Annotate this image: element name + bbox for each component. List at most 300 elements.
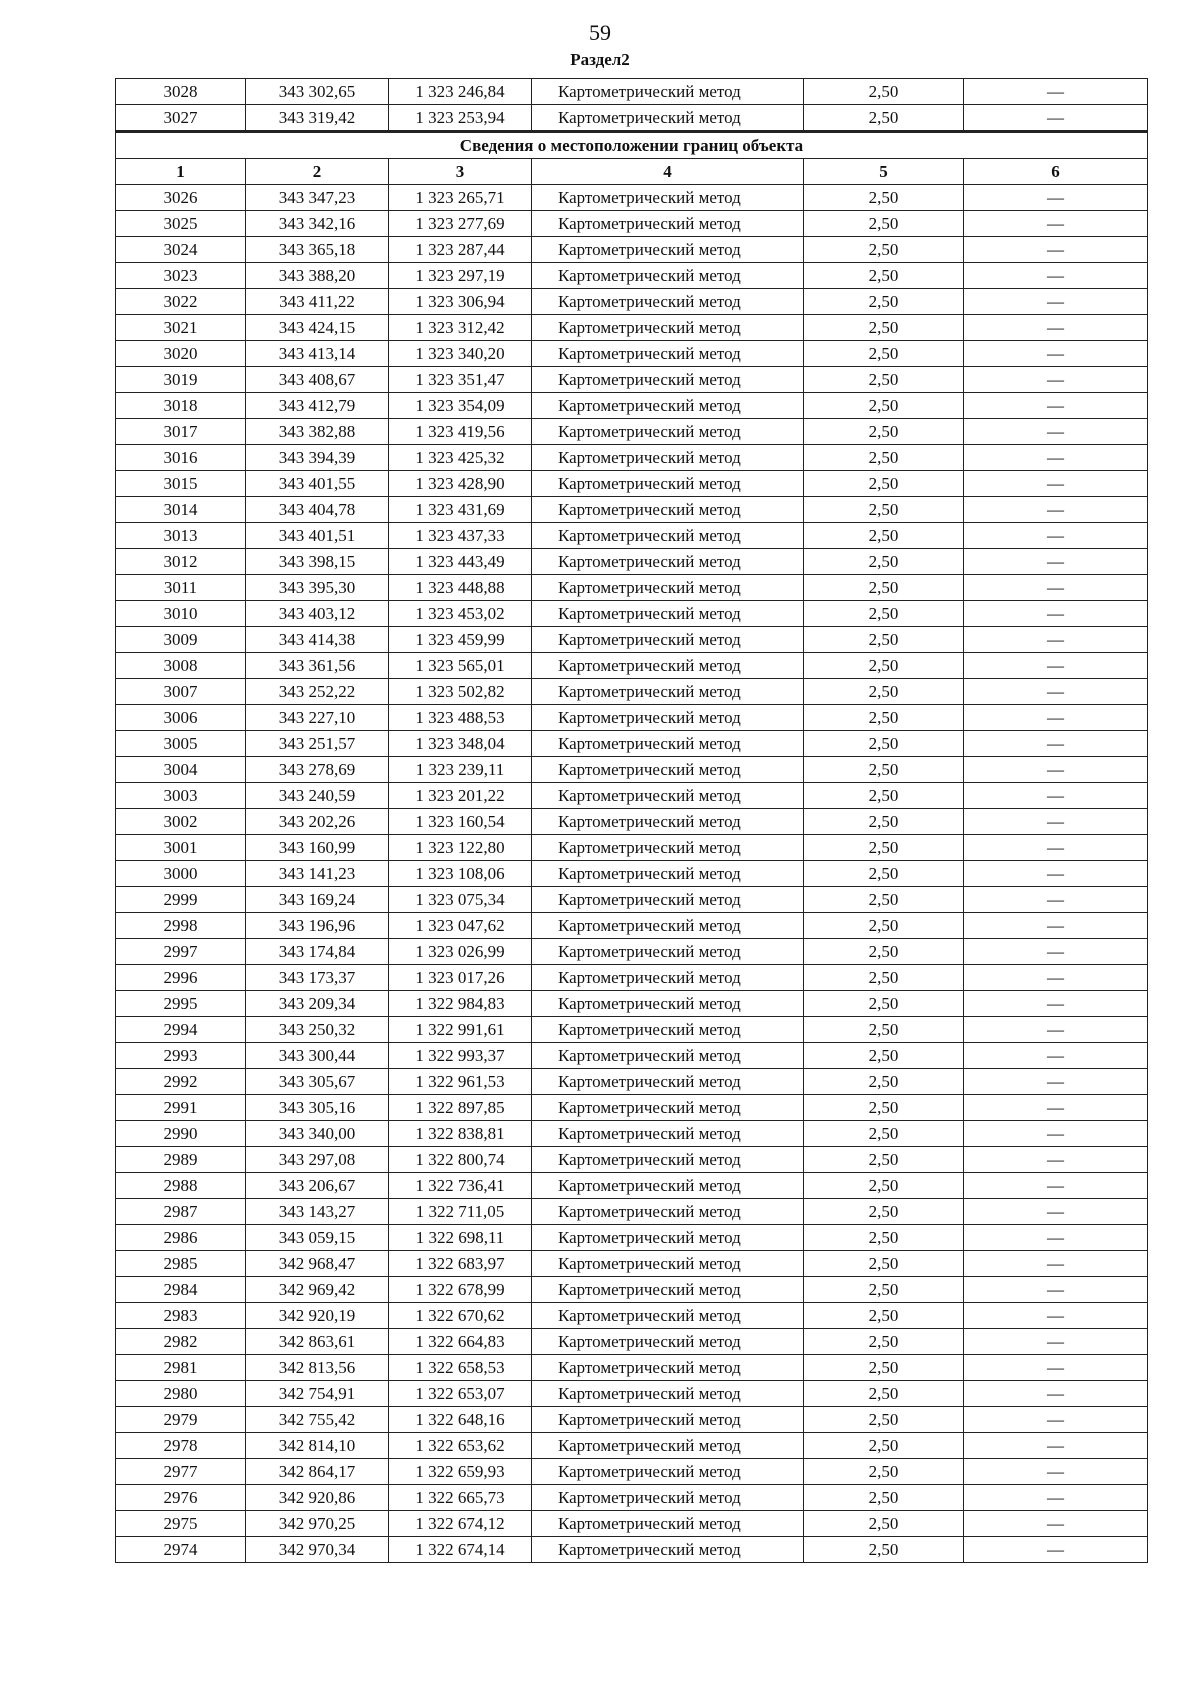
- y-coordinate-cell: 1 322 984,83: [389, 991, 532, 1017]
- description-cell: —: [964, 263, 1148, 289]
- column-number: 3: [389, 159, 532, 185]
- description-cell: —: [964, 783, 1148, 809]
- point-number-cell: 3003: [116, 783, 246, 809]
- table-row: [116, 523, 1148, 549]
- point-number-cell: 2994: [116, 1017, 246, 1043]
- method-cell: Картометрический метод: [532, 1511, 804, 1537]
- x-coordinate-cell: 342 970,25: [246, 1511, 389, 1537]
- section-label: Раздел2: [570, 50, 630, 69]
- accuracy-cell: 2,50: [804, 601, 964, 627]
- accuracy-cell: 2,50: [804, 1095, 964, 1121]
- y-coordinate-cell: 1 323 565,01: [389, 653, 532, 679]
- description-cell: —: [964, 237, 1148, 263]
- method-cell: Картометрический метод: [532, 627, 804, 653]
- y-coordinate-cell: 1 323 306,94: [389, 289, 532, 315]
- point-number-cell: 3024: [116, 237, 246, 263]
- point-number-cell: 2998: [116, 913, 246, 939]
- x-coordinate-cell: 342 754,91: [246, 1381, 389, 1407]
- column-number: 6: [964, 159, 1148, 185]
- accuracy-cell: 2,50: [804, 445, 964, 471]
- description-cell: —: [964, 419, 1148, 445]
- y-coordinate-cell: 1 323 160,54: [389, 809, 532, 835]
- table-row: [116, 1069, 1148, 1095]
- x-coordinate-cell: 343 413,14: [246, 341, 389, 367]
- y-coordinate-cell: 1 323 265,71: [389, 185, 532, 211]
- x-coordinate-cell: 343 414,38: [246, 627, 389, 653]
- accuracy-cell: 2,50: [804, 419, 964, 445]
- method-cell: Картометрический метод: [532, 991, 804, 1017]
- description-cell: —: [964, 809, 1148, 835]
- point-number-cell: 3002: [116, 809, 246, 835]
- accuracy-cell: 2,50: [804, 1485, 964, 1511]
- page-number: 59: [589, 20, 611, 45]
- y-coordinate-cell: 1 323 201,22: [389, 783, 532, 809]
- point-number-cell: 2995: [116, 991, 246, 1017]
- method-cell: Картометрический метод: [532, 367, 804, 393]
- y-coordinate-cell: 1 322 658,53: [389, 1355, 532, 1381]
- column-number: 2: [246, 159, 389, 185]
- table-row: [116, 887, 1148, 913]
- table-row: [116, 237, 1148, 263]
- point-number-cell: 3025: [116, 211, 246, 237]
- table-caption-row: [116, 132, 1148, 159]
- accuracy-cell: 2,50: [804, 1329, 964, 1355]
- table-row: [116, 367, 1148, 393]
- x-coordinate-cell: 342 920,86: [246, 1485, 389, 1511]
- y-coordinate-cell: 1 322 648,16: [389, 1407, 532, 1433]
- description-cell: —: [964, 1251, 1148, 1277]
- accuracy-cell: 2,50: [804, 1199, 964, 1225]
- y-coordinate-cell: 1 323 488,53: [389, 705, 532, 731]
- x-coordinate-cell: 343 411,22: [246, 289, 389, 315]
- description-cell: —: [964, 549, 1148, 575]
- method-cell: Картометрический метод: [532, 1433, 804, 1459]
- accuracy-cell: 2,50: [804, 289, 964, 315]
- accuracy-cell: 2,50: [804, 913, 964, 939]
- description-cell: —: [964, 1121, 1148, 1147]
- method-cell: Картометрический метод: [532, 1485, 804, 1511]
- point-number-cell: 2999: [116, 887, 246, 913]
- accuracy-cell: 2,50: [804, 1511, 964, 1537]
- point-number-cell: 3001: [116, 835, 246, 861]
- method-cell: Картометрический метод: [532, 1147, 804, 1173]
- method-cell: Картометрический метод: [532, 809, 804, 835]
- accuracy-cell: 2,50: [804, 211, 964, 237]
- y-coordinate-cell: 1 323 425,32: [389, 445, 532, 471]
- point-number-cell: 3008: [116, 653, 246, 679]
- x-coordinate-cell: 343 401,55: [246, 471, 389, 497]
- x-coordinate-cell: 343 388,20: [246, 263, 389, 289]
- description-cell: —: [964, 575, 1148, 601]
- description-cell: —: [964, 289, 1148, 315]
- method-cell: Картометрический метод: [532, 211, 804, 237]
- method-cell: Картометрический метод: [532, 1043, 804, 1069]
- accuracy-cell: 2,50: [804, 783, 964, 809]
- point-number-cell: 3000: [116, 861, 246, 887]
- point-number-cell: 3009: [116, 627, 246, 653]
- method-cell: Картометрический метод: [532, 1069, 804, 1095]
- y-coordinate-cell: 1 323 239,11: [389, 757, 532, 783]
- method-cell: Картометрический метод: [532, 1173, 804, 1199]
- table-row: [116, 1017, 1148, 1043]
- description-cell: —: [964, 497, 1148, 523]
- method-cell: Картометрический метод: [532, 887, 804, 913]
- accuracy-cell: 2,50: [804, 497, 964, 523]
- point-number-cell: 2980: [116, 1381, 246, 1407]
- accuracy-cell: 2,50: [804, 263, 964, 289]
- description-cell: —: [964, 1043, 1148, 1069]
- y-coordinate-cell: 1 323 354,09: [389, 393, 532, 419]
- table-row: [116, 913, 1148, 939]
- method-cell: Картометрический метод: [532, 1121, 804, 1147]
- description-cell: —: [964, 471, 1148, 497]
- method-cell: Картометрический метод: [532, 1225, 804, 1251]
- table-row: [116, 471, 1148, 497]
- accuracy-cell: 2,50: [804, 627, 964, 653]
- x-coordinate-cell: 342 970,34: [246, 1537, 389, 1563]
- accuracy-cell: 2,50: [804, 1251, 964, 1277]
- accuracy-cell: 2,50: [804, 341, 964, 367]
- point-number-cell: 2997: [116, 939, 246, 965]
- x-coordinate-cell: 343 169,24: [246, 887, 389, 913]
- table-row: [116, 1173, 1148, 1199]
- table-row: [116, 1121, 1148, 1147]
- x-coordinate-cell: 343 227,10: [246, 705, 389, 731]
- point-number-cell: 3016: [116, 445, 246, 471]
- description-cell: —: [964, 913, 1148, 939]
- point-number-cell: 3028: [116, 79, 246, 105]
- x-coordinate-cell: 343 319,42: [246, 105, 389, 132]
- point-number-cell: 3014: [116, 497, 246, 523]
- point-number-cell: 3011: [116, 575, 246, 601]
- description-cell: —: [964, 1225, 1148, 1251]
- y-coordinate-cell: 1 322 674,12: [389, 1511, 532, 1537]
- table-row: [116, 549, 1148, 575]
- y-coordinate-cell: 1 322 897,85: [389, 1095, 532, 1121]
- method-cell: Картометрический метод: [532, 185, 804, 211]
- table-body: [116, 185, 1148, 1563]
- table-row: [116, 757, 1148, 783]
- y-coordinate-cell: 1 322 678,99: [389, 1277, 532, 1303]
- x-coordinate-cell: 343 160,99: [246, 835, 389, 861]
- table-row: [116, 679, 1148, 705]
- method-cell: Картометрический метод: [532, 731, 804, 757]
- x-coordinate-cell: 343 173,37: [246, 965, 389, 991]
- y-coordinate-cell: 1 322 711,05: [389, 1199, 532, 1225]
- description-cell: —: [964, 757, 1148, 783]
- description-cell: —: [964, 1511, 1148, 1537]
- y-coordinate-cell: 1 323 348,04: [389, 731, 532, 757]
- table-row: [116, 1277, 1148, 1303]
- description-cell: —: [964, 887, 1148, 913]
- table-row: [116, 1225, 1148, 1251]
- point-number-cell: 2988: [116, 1173, 246, 1199]
- x-coordinate-cell: 342 755,42: [246, 1407, 389, 1433]
- description-cell: —: [964, 393, 1148, 419]
- x-coordinate-cell: 343 174,84: [246, 939, 389, 965]
- column-number-row: [116, 159, 1148, 185]
- table-row: [116, 809, 1148, 835]
- x-coordinate-cell: 343 424,15: [246, 315, 389, 341]
- method-cell: Картометрический метод: [532, 1407, 804, 1433]
- description-cell: —: [964, 315, 1148, 341]
- y-coordinate-cell: 1 323 277,69: [389, 211, 532, 237]
- y-coordinate-cell: 1 323 047,62: [389, 913, 532, 939]
- method-cell: Картометрический метод: [532, 783, 804, 809]
- accuracy-cell: 2,50: [804, 1303, 964, 1329]
- accuracy-cell: 2,50: [804, 653, 964, 679]
- accuracy-cell: 2,50: [804, 1043, 964, 1069]
- point-number-cell: 2978: [116, 1433, 246, 1459]
- description-cell: —: [964, 1017, 1148, 1043]
- x-coordinate-cell: 342 813,56: [246, 1355, 389, 1381]
- description-cell: —: [964, 79, 1148, 105]
- method-cell: Картометрический метод: [532, 1199, 804, 1225]
- table-row: [116, 965, 1148, 991]
- accuracy-cell: 2,50: [804, 575, 964, 601]
- point-number-cell: 3010: [116, 601, 246, 627]
- x-coordinate-cell: 343 206,67: [246, 1173, 389, 1199]
- accuracy-cell: 2,50: [804, 237, 964, 263]
- y-coordinate-cell: 1 323 351,47: [389, 367, 532, 393]
- point-number-cell: 2981: [116, 1355, 246, 1381]
- point-number-cell: 2996: [116, 965, 246, 991]
- method-cell: Картометрический метод: [532, 341, 804, 367]
- point-number-cell: 2982: [116, 1329, 246, 1355]
- x-coordinate-cell: 343 202,26: [246, 809, 389, 835]
- x-coordinate-cell: 343 361,56: [246, 653, 389, 679]
- description-cell: —: [964, 1355, 1148, 1381]
- accuracy-cell: 2,50: [804, 393, 964, 419]
- table-row: [116, 497, 1148, 523]
- x-coordinate-cell: 343 141,23: [246, 861, 389, 887]
- point-number-cell: 2975: [116, 1511, 246, 1537]
- table-row: [116, 835, 1148, 861]
- method-cell: Картометрический метод: [532, 1459, 804, 1485]
- description-cell: —: [964, 1069, 1148, 1095]
- method-cell: Картометрический метод: [532, 471, 804, 497]
- method-cell: Картометрический метод: [532, 1277, 804, 1303]
- accuracy-cell: 2,50: [804, 185, 964, 211]
- method-cell: Картометрический метод: [532, 105, 804, 132]
- accuracy-cell: 2,50: [804, 679, 964, 705]
- method-cell: Картометрический метод: [532, 79, 804, 105]
- y-coordinate-cell: 1 322 736,41: [389, 1173, 532, 1199]
- table-row: [116, 79, 1148, 105]
- y-coordinate-cell: 1 322 659,93: [389, 1459, 532, 1485]
- point-number-cell: 2989: [116, 1147, 246, 1173]
- x-coordinate-cell: 343 365,18: [246, 237, 389, 263]
- x-coordinate-cell: 343 401,51: [246, 523, 389, 549]
- description-cell: —: [964, 1407, 1148, 1433]
- x-coordinate-cell: 343 342,16: [246, 211, 389, 237]
- point-number-cell: 3021: [116, 315, 246, 341]
- point-number-cell: 2993: [116, 1043, 246, 1069]
- description-cell: —: [964, 965, 1148, 991]
- accuracy-cell: 2,50: [804, 965, 964, 991]
- y-coordinate-cell: 1 323 075,34: [389, 887, 532, 913]
- method-cell: Картометрический метод: [532, 1251, 804, 1277]
- y-coordinate-cell: 1 323 437,33: [389, 523, 532, 549]
- description-cell: —: [964, 1199, 1148, 1225]
- y-coordinate-cell: 1 323 017,26: [389, 965, 532, 991]
- accuracy-cell: 2,50: [804, 1355, 964, 1381]
- description-cell: —: [964, 211, 1148, 237]
- y-coordinate-cell: 1 323 246,84: [389, 79, 532, 105]
- method-cell: Картометрический метод: [532, 757, 804, 783]
- method-cell: Картометрический метод: [532, 939, 804, 965]
- y-coordinate-cell: 1 323 428,90: [389, 471, 532, 497]
- table-row: [116, 1511, 1148, 1537]
- x-coordinate-cell: 343 408,67: [246, 367, 389, 393]
- point-number-cell: 2984: [116, 1277, 246, 1303]
- description-cell: —: [964, 679, 1148, 705]
- x-coordinate-cell: 343 404,78: [246, 497, 389, 523]
- y-coordinate-cell: 1 323 026,99: [389, 939, 532, 965]
- x-coordinate-cell: 343 412,79: [246, 393, 389, 419]
- point-number-cell: 2983: [116, 1303, 246, 1329]
- table-row: [116, 1329, 1148, 1355]
- method-cell: Картометрический метод: [532, 1355, 804, 1381]
- table-row: [116, 653, 1148, 679]
- table-row: [116, 1407, 1148, 1433]
- x-coordinate-cell: 343 300,44: [246, 1043, 389, 1069]
- accuracy-cell: 2,50: [804, 939, 964, 965]
- table-row: [116, 341, 1148, 367]
- y-coordinate-cell: 1 323 122,80: [389, 835, 532, 861]
- method-cell: Картометрический метод: [532, 861, 804, 887]
- description-cell: —: [964, 939, 1148, 965]
- accuracy-cell: 2,50: [804, 731, 964, 757]
- table-row: [116, 1043, 1148, 1069]
- table-row: [116, 1485, 1148, 1511]
- y-coordinate-cell: 1 322 653,07: [389, 1381, 532, 1407]
- accuracy-cell: 2,50: [804, 991, 964, 1017]
- table-row: [116, 731, 1148, 757]
- point-number-cell: 3019: [116, 367, 246, 393]
- method-cell: Картометрический метод: [532, 289, 804, 315]
- description-cell: —: [964, 1277, 1148, 1303]
- method-cell: Картометрический метод: [532, 1537, 804, 1563]
- accuracy-cell: 2,50: [804, 1537, 964, 1563]
- method-cell: Картометрический метод: [532, 523, 804, 549]
- y-coordinate-cell: 1 323 419,56: [389, 419, 532, 445]
- description-cell: —: [964, 105, 1148, 132]
- point-number-cell: 2987: [116, 1199, 246, 1225]
- method-cell: Картометрический метод: [532, 445, 804, 471]
- x-coordinate-cell: 343 250,32: [246, 1017, 389, 1043]
- y-coordinate-cell: 1 323 253,94: [389, 105, 532, 132]
- description-cell: —: [964, 1303, 1148, 1329]
- accuracy-cell: 2,50: [804, 1069, 964, 1095]
- table-row: [116, 705, 1148, 731]
- method-cell: Картометрический метод: [532, 419, 804, 445]
- description-cell: —: [964, 1173, 1148, 1199]
- point-number-cell: 3017: [116, 419, 246, 445]
- accuracy-cell: 2,50: [804, 471, 964, 497]
- x-coordinate-cell: 343 252,22: [246, 679, 389, 705]
- y-coordinate-cell: 1 322 664,83: [389, 1329, 532, 1355]
- table-row: [116, 1251, 1148, 1277]
- accuracy-cell: 2,50: [804, 1017, 964, 1043]
- accuracy-cell: 2,50: [804, 1147, 964, 1173]
- y-coordinate-cell: 1 323 287,44: [389, 237, 532, 263]
- point-number-cell: 3013: [116, 523, 246, 549]
- y-coordinate-cell: 1 323 340,20: [389, 341, 532, 367]
- description-cell: —: [964, 523, 1148, 549]
- description-cell: —: [964, 1381, 1148, 1407]
- method-cell: Картометрический метод: [532, 679, 804, 705]
- table-row: [116, 289, 1148, 315]
- x-coordinate-cell: 343 403,12: [246, 601, 389, 627]
- y-coordinate-cell: 1 322 838,81: [389, 1121, 532, 1147]
- y-coordinate-cell: 1 322 665,73: [389, 1485, 532, 1511]
- y-coordinate-cell: 1 322 991,61: [389, 1017, 532, 1043]
- y-coordinate-cell: 1 323 431,69: [389, 497, 532, 523]
- table-row: [116, 627, 1148, 653]
- accuracy-cell: 2,50: [804, 79, 964, 105]
- table-continuation-rows: [116, 79, 1148, 132]
- table-caption: Сведения о местоположении границ объекта: [116, 132, 1148, 159]
- method-cell: Картометрический метод: [532, 315, 804, 341]
- method-cell: Картометрический метод: [532, 1095, 804, 1121]
- accuracy-cell: 2,50: [804, 1121, 964, 1147]
- accuracy-cell: 2,50: [804, 1225, 964, 1251]
- method-cell: Картометрический метод: [532, 705, 804, 731]
- y-coordinate-cell: 1 322 670,62: [389, 1303, 532, 1329]
- description-cell: —: [964, 185, 1148, 211]
- description-cell: —: [964, 1329, 1148, 1355]
- point-number-cell: 2985: [116, 1251, 246, 1277]
- description-cell: —: [964, 835, 1148, 861]
- y-coordinate-cell: 1 322 961,53: [389, 1069, 532, 1095]
- accuracy-cell: 2,50: [804, 549, 964, 575]
- accuracy-cell: 2,50: [804, 1433, 964, 1459]
- method-cell: Картометрический метод: [532, 835, 804, 861]
- table-row: [116, 263, 1148, 289]
- point-number-cell: 3012: [116, 549, 246, 575]
- table-row: [116, 445, 1148, 471]
- x-coordinate-cell: 343 398,15: [246, 549, 389, 575]
- point-number-cell: 2977: [116, 1459, 246, 1485]
- method-cell: Картометрический метод: [532, 497, 804, 523]
- y-coordinate-cell: 1 322 653,62: [389, 1433, 532, 1459]
- table-row: [116, 211, 1148, 237]
- accuracy-cell: 2,50: [804, 367, 964, 393]
- accuracy-cell: 2,50: [804, 1459, 964, 1485]
- point-number-cell: 3026: [116, 185, 246, 211]
- point-number-cell: 3018: [116, 393, 246, 419]
- table-row: [116, 939, 1148, 965]
- table-row: [116, 601, 1148, 627]
- description-cell: —: [964, 1147, 1148, 1173]
- accuracy-cell: 2,50: [804, 835, 964, 861]
- x-coordinate-cell: 342 968,47: [246, 1251, 389, 1277]
- table-row: [116, 1147, 1148, 1173]
- description-cell: —: [964, 1537, 1148, 1563]
- point-number-cell: 2976: [116, 1485, 246, 1511]
- x-coordinate-cell: 343 240,59: [246, 783, 389, 809]
- table-row: [116, 185, 1148, 211]
- table-row: [116, 991, 1148, 1017]
- method-cell: Картометрический метод: [532, 393, 804, 419]
- accuracy-cell: 2,50: [804, 523, 964, 549]
- accuracy-cell: 2,50: [804, 757, 964, 783]
- y-coordinate-cell: 1 322 674,14: [389, 1537, 532, 1563]
- point-number-cell: 3006: [116, 705, 246, 731]
- description-cell: —: [964, 445, 1148, 471]
- method-cell: Картометрический метод: [532, 1303, 804, 1329]
